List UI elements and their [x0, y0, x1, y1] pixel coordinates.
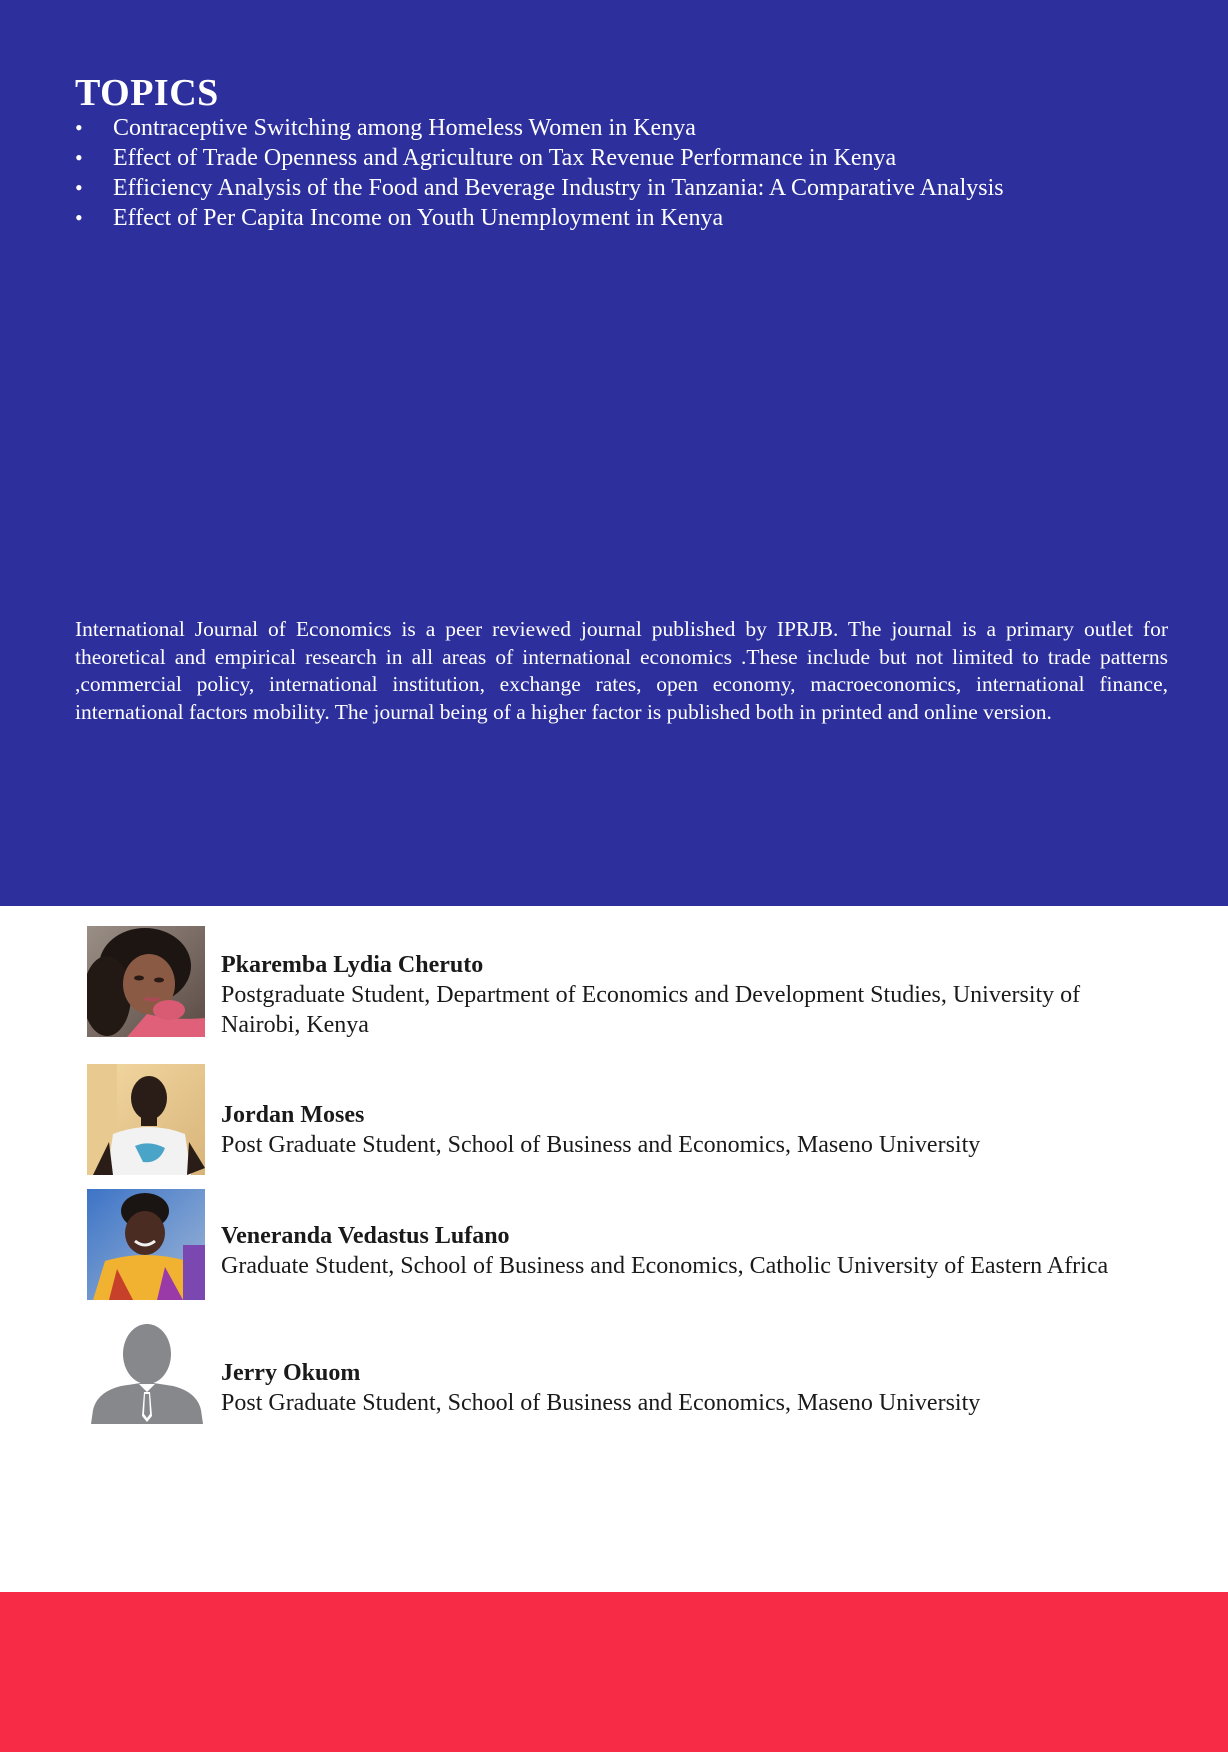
- bullet-icon: •: [75, 145, 83, 170]
- topics-list: [75, 113, 1195, 233]
- author-info: [221, 1221, 1161, 1281]
- author-affiliation: Post Graduate Student, School of Business and Economics, Maseno University: [221, 1390, 981, 1416]
- author-photo-image: [87, 926, 205, 1037]
- author-photo-image: [87, 1189, 205, 1300]
- topics-heading: TOPICS: [75, 72, 219, 114]
- author-name: Jordan Moses: [221, 1102, 365, 1128]
- topic-item: [75, 143, 1195, 173]
- author-card: [87, 1064, 1147, 1176]
- author-name: Veneranda Vedastus Lufano: [221, 1223, 510, 1249]
- bullet-icon: •: [75, 115, 83, 140]
- bullet-icon: •: [75, 205, 83, 230]
- author-card: [87, 1326, 1147, 1438]
- author-photo: [87, 926, 205, 1037]
- author-card: [87, 1189, 1147, 1301]
- author-name: Pkaremba Lydia Cheruto: [221, 952, 484, 978]
- author-info: [221, 1358, 1161, 1418]
- topic-item: [75, 173, 1195, 203]
- topic-item: [75, 203, 1195, 233]
- journal-description: International Journal of Economics is a peer reviewed journal published by IPRJB. The journal is a primary outlet for theoretical and empirical research in all areas of international economics .These include but not limited to trade patterns ,commercial policy, international institution, exchange rates, open economy, macroeconomics, international finance, international factors mobility. The journal being of a higher factor is published both in printed and online version.: [75, 617, 1168, 724]
- bullet-icon: •: [75, 175, 83, 200]
- person-silhouette-image: [87, 1320, 205, 1424]
- author-affiliation: Postgraduate Student, Department of Economics and Development Studies, University of Nairobi, Kenya: [221, 982, 1081, 1038]
- author-affiliation: Graduate Student, School of Business and Economics, Catholic University of Eastern Africa: [221, 1253, 1109, 1279]
- author-card: [87, 926, 1147, 1038]
- author-info: [221, 950, 1161, 1040]
- author-affiliation: Post Graduate Student, School of Business and Economics, Maseno University: [221, 1132, 981, 1158]
- topic-title: Efficiency Analysis of the Food and Beverage Industry in Tanzania: A Comparative Analysis: [113, 175, 1004, 201]
- author-photo-image: [87, 1064, 205, 1175]
- topic-title: Effect of Trade Openness and Agriculture on Tax Revenue Performance in Kenya: [113, 145, 897, 171]
- topic-title: Contraceptive Switching among Homeless Women in Kenya: [113, 115, 696, 141]
- author-photo: [87, 1189, 205, 1300]
- author-name: Jerry Okuom: [221, 1360, 361, 1386]
- bottom-color-band: [0, 1592, 1228, 1752]
- author-info: [221, 1100, 1161, 1160]
- topic-title: Effect of Per Capita Income on Youth Unemployment in Kenya: [113, 205, 724, 231]
- person-silhouette-icon: [87, 1320, 205, 1424]
- topic-item: [75, 113, 1195, 143]
- author-photo: [87, 1064, 205, 1175]
